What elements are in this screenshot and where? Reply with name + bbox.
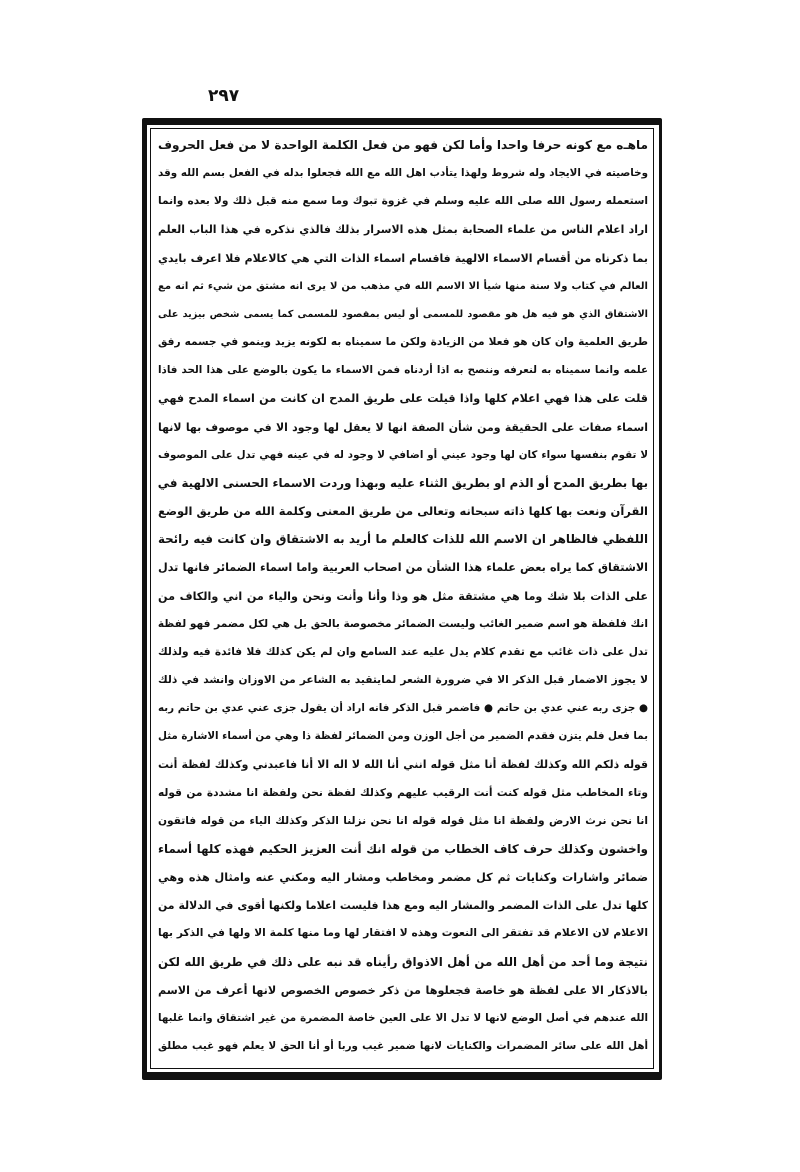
text-line: نتيجة وما أحد من أهل الله من أهل الاذواق رأيناه قد نبه على ذلك في طريق الله لكن [158, 954, 648, 969]
text-line: على الذات بلا شك وما هي مشتقة مثل هو وذا وأنا وأنت ونحن والياء من اني والكاف من [158, 589, 648, 603]
text-line: وتاء المخاطب مثل قوله كنت أنت الرقيب عليهم وكذلك لفظة نحن ولفظة انا مشددة من قوله [158, 786, 648, 799]
text-line: علمه وانما سميناه به لنعرفه وننصح به اذا أردناه فمن الاسماء ما يكون بالوضع على هذا الحد فاذا [158, 364, 648, 377]
text-line: استعمله رسول الله صلى الله عليه وسلم في غزوة تبوك وما سمع منه قبل ذلك ولا بعده وانما [158, 195, 648, 208]
text-line: الاشتقاق الذي هو فيه هل هو مقصود للمسمى أو ليس بمقصود للمسمى كما يسمى شخص بيزيد على [158, 308, 648, 320]
text-line: اسماء صفات على الحقيقة ومن شأن الصفة انها لا يعقل لها وجود الا في موصوف بها لانها [158, 420, 648, 434]
text-line: القرآن ونعت بها كلها ذاته سبحانه وتعالى من طريق المعنى وكلمة الله من طريق الوضع [158, 504, 648, 519]
text-line: كلها تدل على الذات المضمر والمشار اليه ومع هذا فليست اعلاما ولكنها أقوى في الدلالة من [158, 899, 648, 913]
text-line: الله عندهم في أصل الوضع لانها لا تدل الا على العين خاصة المضمرة من غير اشتقاق وانما غلبها [158, 1011, 648, 1024]
text-line: بها بطريق المدح أو الذم او بطريق الثناء عليه وبهذا وردت الاسماء الحسنى الالهية في [158, 475, 648, 490]
text-line: الاعلام لان الاعلام قد تفتقر الى النعوت وهذه لا افتقار لها وما منها كلمة الا ولها في الذكر بها [158, 927, 648, 940]
text-line: انا نحن نرث الارض ولفظة انا مثل قوله قوله انا نحن نزلنا الذكر وكذلك الياء من قوله فاتقون [158, 814, 648, 827]
text-line: اللفظي فالظاهر ان الاسم الله للذات كالعلم ما أريد به الاشتقاق وان كانت فيه رائحة [158, 532, 648, 547]
text-line: أهل الله على سائر المضمرات والكنايات لانها ضمير غيب وربا أو أنا الحق لا يعلم فهو غيب مطلق [158, 1040, 648, 1052]
text-line: تدل على ذات غائب مع تقدم كلام يدل عليه عند السامع وان لم يكن كذلك فلا فائدة فيه ولذلك [158, 645, 648, 658]
text-line: لا تقوم بنفسها سواء كان لها وجود عيني أو اضافي لا وجود له في عينه فهي تدل على الموصوف [158, 448, 648, 461]
text-line: ● جزى ربه عني عدي بن حاتم ● فاضمر قبل الذكر فانه اراد أن يقول جزى عني عدي بن حاتم ربه [158, 702, 648, 715]
text-line: قوله ذلكم الله وكذلك لفظة أنا مثل قوله انني أنا الله لا اله الا أنا فاعبدني وكذلك لفظة أنت [158, 758, 648, 772]
text-line: بما ذكرناه من أقسام الاسماء الالهية فاقسام اسماء الذات التي هي كالاعلام فلا اعرف بايدي [158, 251, 648, 265]
page-number: ۲۹۷ [208, 86, 240, 106]
body-text [158, 132, 648, 1060]
text-line: قلت على هذا فهي اعلام كلها واذا قيلت على طريق المدح ان كانت من اسماء المدح فهي [158, 392, 648, 406]
text-line: ضمائر واشارات وكنايات ثم كل مضمر ومخاطب ومشار اليه ومكني عنه وامثال هذه وهي [158, 871, 648, 885]
text-line: الاشتقاق كما يراه بعض علماء هذا الشأن من اصحاب العربية واما اسماء الضمائر فانها تدل [158, 561, 648, 575]
text-line: بالاذكار الا على لفظة هو خاصة فجعلوها من ذكر خصوص الخصوص لانها أعرف من الاسم [158, 983, 648, 997]
text-frame [142, 118, 662, 1080]
text-line: لا يجوز الاضمار قبل الذكر الا في ضرورة الشعر لمايتقيد به الشاعر من الاوزان وانشد في ذلك [158, 673, 648, 686]
text-line: ما‌هـ‌ه مع كونه حرفا واحدا وأما لكن فهو من فعل الكلمة الواحدة لا من فعل الحروف [158, 138, 648, 152]
text-line: انك فلفظة هو اسم ضمير الغائب وليست الضمائر مخصوصة بالحق بل هي لكل مضمر فهو لفظة [158, 617, 648, 630]
text-line: اراد اعلام الناس من علماء الصحابة بمثل هذه الاسرار بذلك فالذي نذكره في هذا الباب العلم [158, 223, 648, 237]
text-line: واخشون وكذلك حرف كاف الخطاب من قوله انك أنت العزيز الحكيم فهذه كلها أسماء [158, 841, 648, 856]
text-line: وخاصيته في الايجاد وله شروط ولهذا يتأدب اهل الله مع الله فجعلوا بدله في الفعل بسم الله وقد [158, 167, 648, 180]
text-line: العالم في كتاب ولا سنة منها شيأ الا الاسم الله في مذهب من لا يرى انه مشتق من شيء ثم انه مع [158, 280, 648, 292]
text-line: طريق العلمية وان كان هو فعلا من الزيادة ولكن ما سميناه به لكونه يزيد وينمو في جسمه رفق [158, 336, 648, 349]
text-line: بما فعل فلم يتزن فقدم الضمير من أجل الوزن ومن الضمائر لفظة ذا وهي من أسماء الاشارة مثل [158, 730, 648, 743]
